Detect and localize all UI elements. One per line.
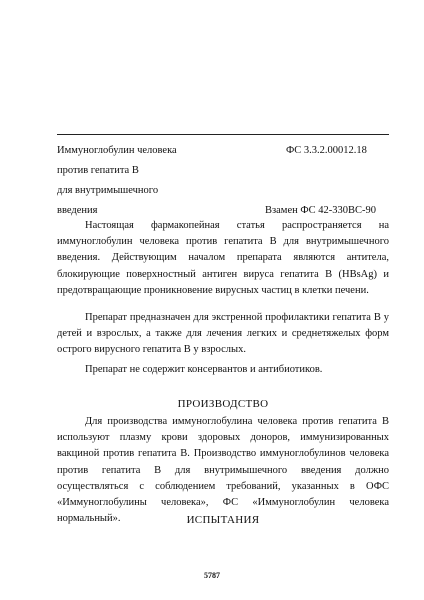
intro-paragraph-1: Настоящая фармакопейная статья распространяется на иммуноглобулин человека против гепатита В для внутримышечного введения. Действующим началом препарата являются антитела, блокирующие поверхностный антиген вируса гепатита В (HBsAg) и предотвращающие проникновение вирусных частиц в клетки печени. bbox=[57, 220, 389, 296]
page-number: 5787 bbox=[204, 571, 220, 580]
monograph-title-line-3: для внутримышечного bbox=[57, 185, 159, 196]
monograph-title-line-1: Иммуноглобулин человека bbox=[57, 145, 177, 156]
intro-paragraph-3: Препарат не содержит консервантов и антибиотиков. bbox=[85, 364, 323, 375]
monograph-title-line-4: введения bbox=[57, 205, 98, 216]
monograph-title-line-2: против гепатита В bbox=[57, 165, 139, 176]
monograph-code: ФС 3.3.2.00012.18 bbox=[286, 145, 367, 156]
production-paragraph: Для производства иммуноглобулина человека против гепатита В используют плазму крови здоровых доноров, иммунизированных вакциной против гепатита В. Производство иммуноглобулинов человека против гепатита В для внутримышечного введения должно осуществляться с соблюдением требований, указанных в ОФС «Иммуноглобулины человека», ФС «Иммуноглобулин человека нормальный». bbox=[57, 416, 389, 525]
production-heading: ПРОИЗВОДСТВО bbox=[177, 398, 269, 410]
header-rule bbox=[57, 134, 389, 135]
tests-heading: ИСПЫТАНИЯ bbox=[186, 514, 260, 526]
replaces-code: Взамен ФС 42-330ВС-90 bbox=[265, 205, 377, 216]
intro-paragraph-2: Препарат предназначен для экстренной профилактики гепатита В у детей и взрослых, а также для лечения легких и среднетяжелых форм острого вирусного гепатита В у взрослых. bbox=[57, 312, 389, 356]
